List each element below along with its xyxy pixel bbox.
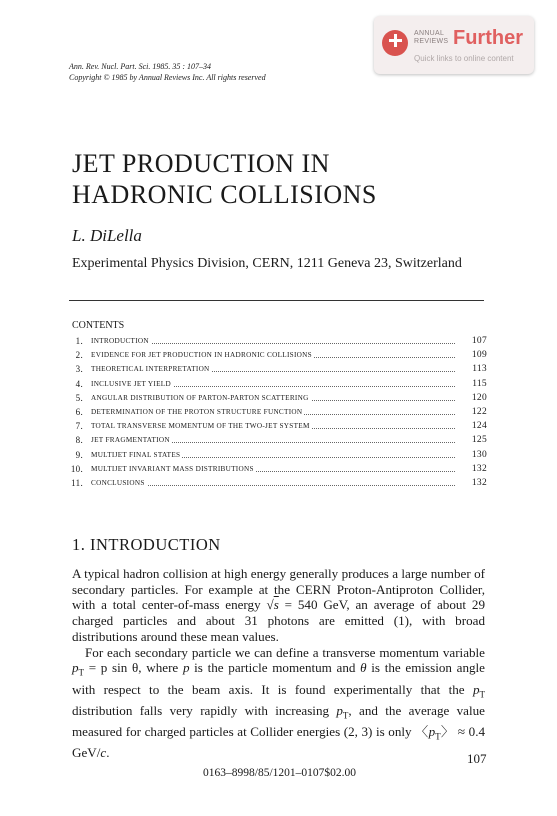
toc-entry[interactable] xyxy=(67,405,487,419)
toc-entry[interactable] xyxy=(67,348,487,362)
toc-entry-page: 107 xyxy=(471,336,487,346)
author-affiliation: Experimental Physics Division, CERN, 1211 Geneva 23, Switzerland xyxy=(72,256,462,271)
avg-p-symbol: p xyxy=(428,724,436,740)
journal-citation xyxy=(69,61,266,83)
toc-entry-number: 1. xyxy=(75,336,83,346)
contents-heading: CONTENTS xyxy=(72,320,125,331)
pt-symbol-2: p xyxy=(472,681,480,697)
p2-text-b: , where xyxy=(138,660,183,676)
annual-reviews-wordmark xyxy=(414,30,448,46)
toc-entry[interactable] xyxy=(67,391,487,405)
toc-entry-label: CONCLUSIONS xyxy=(91,476,147,490)
body-text xyxy=(72,566,485,761)
toc-entry-page: 124 xyxy=(471,421,487,432)
avg-value: ≈ 0.4 GeV/ xyxy=(72,724,486,761)
toc-entry-page: 125 xyxy=(471,435,487,446)
toc-entry-page: 115 xyxy=(472,378,487,389)
toc-entry-page: 113 xyxy=(472,364,487,375)
author-name: L. DiLella xyxy=(72,226,142,245)
brand-line-2: REVIEWS xyxy=(414,38,449,45)
p2-end: . xyxy=(106,745,110,761)
further-banner[interactable] xyxy=(374,16,534,74)
toc-entry-label: MULTIJET INVARIANT MASS DISTRIBUTIONS xyxy=(91,462,256,476)
toc-entry-label: INCLUSIVE JET YIELD xyxy=(91,377,173,391)
section-heading: 1. INTRODUCTION xyxy=(72,535,221,554)
toc-entry-page: 122 xyxy=(471,406,487,417)
pt-subscript-3: T xyxy=(342,710,349,721)
toc-entry[interactable] xyxy=(67,448,487,462)
p1-text-b: = 540 GeV, an average of about 29 charged particles and about 31 photons are emitted (1), with broad distributions around these mean values. xyxy=(72,597,486,644)
toc-entry-label: ANGULAR DISTRIBUTION OF PARTON-PARTON SCATTERING xyxy=(91,391,311,405)
toc-entry-number: 8. xyxy=(75,435,83,446)
p2-text-e: distribution falls very rapidly with increasing xyxy=(72,702,337,718)
pt-symbol: p xyxy=(72,660,79,676)
toc-entry-number: 10. xyxy=(70,463,83,474)
p-symbol: p xyxy=(182,660,190,676)
toc-entry-label: THEORETICAL INTERPRETATION xyxy=(91,362,212,376)
toc-entry-page: 132 xyxy=(471,477,487,488)
footer-code: 0163–8998/85/1201–0107$02.00 xyxy=(203,767,357,779)
toc-entry-number: 11. xyxy=(71,477,83,488)
title-line-1: JET PRODUCTION IN xyxy=(72,149,330,178)
table-of-contents xyxy=(67,334,487,490)
toc-entry-page: 109 xyxy=(471,350,487,361)
toc-entry-label: MULTIJET FINAL STATES xyxy=(91,448,182,462)
pt-subscript-2: T xyxy=(479,689,485,700)
toc-entry-number: 6. xyxy=(75,406,83,417)
toc-entry[interactable] xyxy=(67,334,487,348)
plus-icon xyxy=(389,34,402,47)
toc-entry-label: TOTAL TRANSVERSE MOMENTUM OF THE TWO-JET SYSTEM xyxy=(91,419,312,433)
avg-subscript: T xyxy=(435,731,441,742)
angle-close: 〉 xyxy=(440,724,455,740)
c-symbol: c xyxy=(100,745,107,761)
toc-entry-number: 9. xyxy=(75,449,83,460)
pt-equation: = p sin θ xyxy=(84,660,139,676)
pt-subscript: T xyxy=(78,667,85,678)
toc-entry-label: INTRODUCTION xyxy=(91,334,151,348)
toc-entry[interactable] xyxy=(67,433,487,447)
toc-entry[interactable] xyxy=(67,419,487,433)
article-title xyxy=(72,148,377,210)
toc-entry-number: 4. xyxy=(75,378,83,389)
toc-entry[interactable] xyxy=(67,377,487,391)
page-number: 107 xyxy=(467,751,487,766)
annual-reviews-logo xyxy=(382,30,408,56)
toc-entry-page: 130 xyxy=(471,449,487,460)
p2-text-a: For each secondary particle we can define a transverse momentum variable xyxy=(85,644,485,660)
p1-text-a: A typical hadron collision at high energy generally produces a large number of secondary particles. For example at the CERN Proton-Antiproton Collider, with a total center-of-mass energy xyxy=(72,566,485,613)
title-line-2: HADRONIC COLLISIONS xyxy=(72,180,377,209)
toc-entry-page: 120 xyxy=(471,392,487,403)
p2-text-f: , and the average value measured for charged particles at Collider energies (2, 3) is only xyxy=(72,702,485,740)
toc-entry-number: 5. xyxy=(75,392,83,403)
toc-entry-number: 2. xyxy=(75,350,83,361)
toc-entry-label: DETERMINATION OF THE PROTON STRUCTURE FUNCTION xyxy=(91,405,304,419)
paragraph-1 xyxy=(72,566,485,645)
toc-entry[interactable] xyxy=(67,462,487,476)
sqrt-s: s xyxy=(273,597,279,613)
brand-line-1: ANNUAL xyxy=(414,30,445,37)
citation-line-1: Ann. Rev. Nucl. Part. Sci. 1985. 35 : 107–34 xyxy=(69,62,212,71)
p2-text-c: is the particle momentum and xyxy=(189,660,361,676)
theta-symbol: θ xyxy=(360,660,367,676)
pt-symbol-3: p xyxy=(336,702,343,718)
toc-entry[interactable] xyxy=(67,362,487,376)
toc-entry-number: 3. xyxy=(75,364,83,375)
toc-entry[interactable] xyxy=(67,476,487,490)
paragraph-2 xyxy=(72,645,485,762)
toc-entry-label: EVIDENCE FOR JET PRODUCTION IN HADRONIC COLLISIONS xyxy=(91,348,314,362)
citation-line-2: Copyright © 1985 by Annual Reviews Inc. All rights reserved xyxy=(69,73,266,82)
toc-entry-number: 7. xyxy=(75,421,83,432)
p2-text-d: is the emission angle with respect to the beam axis. It is found experimentally that the xyxy=(72,660,485,697)
toc-entry-page: 132 xyxy=(471,463,487,474)
toc-entry-label: JET FRAGMENTATION xyxy=(91,433,172,447)
banner-subtitle[interactable]: Quick links to online content xyxy=(414,54,514,63)
banner-title[interactable]: Further xyxy=(453,27,523,49)
angle-open: 〈 xyxy=(415,724,429,740)
sqrt-symbol: √ xyxy=(266,597,274,613)
divider xyxy=(69,300,484,301)
